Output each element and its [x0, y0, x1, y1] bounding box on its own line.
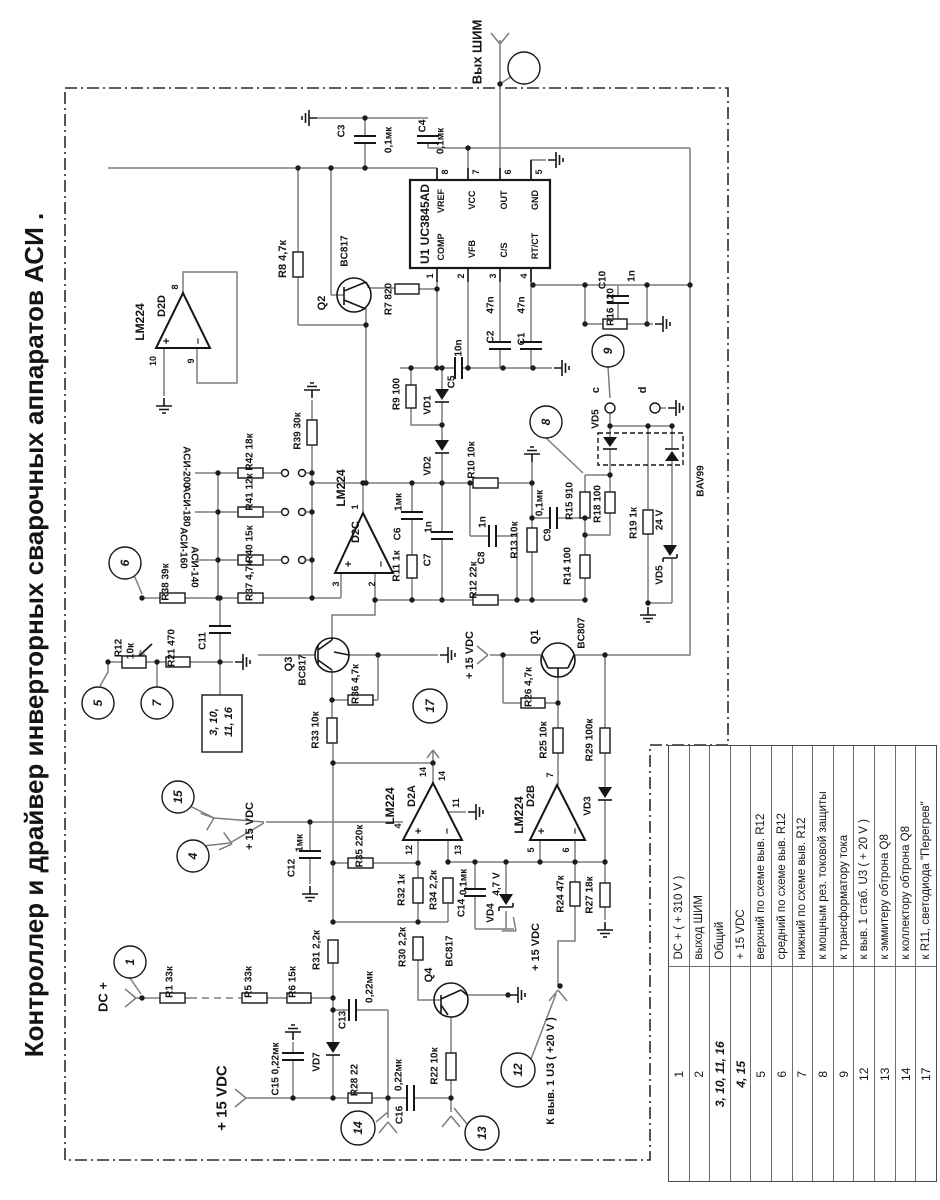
- d2a-minus: –: [441, 827, 453, 835]
- d2c-pin1: 1: [350, 504, 360, 510]
- label-c9: C9: [542, 528, 554, 542]
- terminal-15: 15: [171, 790, 185, 804]
- label-u3: К выв. 1 U3 ( +20 V ): [545, 1017, 557, 1125]
- label-r9: R9 100: [391, 377, 403, 411]
- label-c8: C8: [476, 551, 488, 565]
- table-row: [854, 746, 875, 1181]
- label-r22: R22 10к: [429, 1047, 441, 1085]
- row-pins: 9: [834, 967, 854, 1182]
- label-asi200: АСИ-200: [180, 446, 192, 488]
- label-c6: C6: [392, 527, 404, 541]
- terminal-14: 14: [351, 1121, 365, 1135]
- label-c11: C11: [197, 632, 209, 650]
- label-q1: Q1: [529, 629, 541, 645]
- testpoint-c: [605, 403, 615, 413]
- row-desc: DC + ( + 310 V ): [672, 875, 685, 960]
- label-r11: R11 1к: [391, 550, 403, 582]
- label-vd5z: VD5: [654, 565, 666, 585]
- label-v15-bottom: + 15 VDC: [213, 1065, 231, 1131]
- row-pins: 1: [669, 967, 689, 1182]
- capacitors: [209, 136, 629, 1111]
- label-v15-d2b: + 15 VDC: [530, 923, 542, 971]
- label-c3: C3: [336, 124, 348, 138]
- label-r34: R34 2,2к: [428, 869, 440, 911]
- pin5: 5: [534, 169, 544, 175]
- label-r39: R39 30к: [292, 412, 304, 450]
- label-gnd: GND: [530, 190, 540, 210]
- label-cs: C/S: [499, 242, 509, 258]
- label-q2-type: BC817: [339, 235, 351, 267]
- label-c1: C1: [516, 332, 528, 346]
- d2b-minus: –: [569, 827, 581, 835]
- label-bav99: BAV99: [695, 465, 707, 497]
- label-r30: R30 2,2к: [397, 926, 409, 968]
- label-r13: R13 10к: [509, 521, 521, 559]
- table-row: [669, 746, 690, 1181]
- label-r12: R12: [113, 638, 125, 658]
- row-desc: к эммитеру обтрона Q8: [878, 834, 891, 960]
- label-r5: R5 33к: [243, 966, 255, 998]
- pin7: 7: [471, 169, 481, 175]
- label-r10: R10 10к: [466, 441, 478, 479]
- label-d2c: D2C: [350, 520, 362, 544]
- d2b-plus: +: [536, 827, 548, 835]
- row-desc: верхний по схеме выв. R12: [755, 813, 768, 960]
- label-vd7: VD7: [311, 1052, 323, 1072]
- table-row: [731, 746, 752, 1181]
- label-r38: R38 39к: [160, 563, 172, 601]
- label-c4: C4: [417, 119, 429, 133]
- label-c6v: 1мк: [393, 493, 405, 511]
- pinout-table: [668, 745, 937, 1182]
- label-r33: R33 10к: [310, 711, 322, 749]
- label-c2: C2: [485, 330, 497, 344]
- terminal-8: 8: [539, 418, 553, 426]
- terminal-17: 17: [423, 699, 437, 713]
- terminal-7: 7: [150, 699, 164, 707]
- label-c16v: 0,22мк: [393, 1059, 405, 1091]
- label-v15-q1: + 15 VDC: [464, 631, 476, 679]
- label-d2b: D2B: [525, 784, 537, 808]
- label-c7v: 1n: [423, 521, 435, 533]
- label-d2a-chip: LM224: [383, 787, 397, 825]
- d2a-pin12: 12: [404, 844, 414, 856]
- label-r19: R19 1к: [628, 507, 640, 539]
- label-dc: DC +: [95, 982, 111, 1012]
- label-r28: R28 22: [349, 1063, 361, 1097]
- row-pins: 4, 15: [731, 967, 751, 1182]
- label-c10v: 1n: [626, 270, 638, 282]
- label-r27: R27 18к: [584, 876, 596, 914]
- label-vd2: VD2: [422, 456, 434, 476]
- label-c13v: 0,22мк: [364, 971, 376, 1003]
- row-pins: 6: [772, 967, 792, 1182]
- d2a-plus: +: [413, 827, 425, 835]
- pin2: 2: [456, 273, 466, 279]
- label-pwm-out: Вых ШИМ: [469, 19, 485, 85]
- label-rtct: RT/CT: [530, 232, 540, 260]
- pin8: 8: [440, 169, 450, 175]
- label-d2a: D2A: [406, 784, 418, 808]
- label-c12v: 1мк: [294, 834, 306, 852]
- table-row: [896, 746, 917, 1181]
- label-r14: R14 100: [562, 547, 574, 585]
- label-r36: R36 4,7к: [350, 663, 362, 705]
- label-r12b: R12 22к: [468, 561, 480, 599]
- row-desc: + 15 VDC: [734, 909, 747, 960]
- label-r31: R31 2,2к: [311, 929, 323, 971]
- row-pins: 7: [793, 967, 813, 1182]
- label-r29: R29 100к: [584, 718, 596, 762]
- table-row: [793, 746, 814, 1181]
- label-c3v: 0,1мк: [383, 126, 395, 154]
- terminal-9: 9: [601, 347, 615, 355]
- label-c5v: 10n: [453, 339, 465, 357]
- label-r26: R26 4,7к: [523, 666, 535, 708]
- label-tpd: d: [637, 386, 649, 394]
- label-r16: R16 120: [605, 288, 617, 326]
- label-pinbox-1: 3, 10,: [208, 708, 220, 736]
- label-vd4v: 4,7 V: [491, 872, 503, 896]
- d2c-plus: +: [343, 560, 355, 568]
- label-r12v: 10к: [125, 642, 137, 660]
- label-r35: R35 220к: [354, 824, 366, 868]
- label-q4: Q4: [423, 967, 435, 983]
- d2c-pin2: 2: [367, 581, 377, 587]
- row-desc: к трансформатору тока: [837, 834, 850, 960]
- resistors: [122, 252, 653, 1103]
- table-row: [875, 746, 896, 1181]
- d2d-pin10: 10: [148, 355, 158, 367]
- row-desc: нижний по схеме выв. R12: [796, 817, 809, 960]
- label-c4v: 0,1мк: [435, 127, 447, 155]
- row-desc: к R11, светодиода "Перегрев": [920, 801, 933, 960]
- label-tpc: c: [590, 386, 602, 394]
- label-asi180: АСИ-180: [180, 485, 192, 527]
- label-c14v: 0,1мк: [458, 868, 470, 896]
- label-d2d: D2D: [156, 294, 168, 318]
- pin1: 1: [425, 273, 435, 279]
- table-row: [772, 746, 793, 1181]
- label-r18: R18 100: [592, 485, 604, 523]
- table-row: [690, 746, 711, 1181]
- diodes: [326, 386, 683, 1055]
- label-q1-type: BC807: [576, 617, 588, 649]
- row-pins: 5: [751, 967, 771, 1182]
- label-c16: C16: [394, 1105, 406, 1125]
- row-pins: 8: [813, 967, 833, 1182]
- label-u1: U1 UC3845AD: [418, 183, 432, 265]
- label-asi160: АСИ-160: [177, 527, 189, 569]
- row-pins: 12: [854, 967, 874, 1182]
- label-c2v: 47n: [485, 296, 497, 314]
- label-out: OUT: [499, 190, 509, 210]
- label-c7: C7: [422, 553, 434, 567]
- pin4: 4: [519, 273, 529, 279]
- label-vref: VREF: [436, 188, 446, 214]
- row-pins: 3, 10, 11, 16: [710, 967, 730, 1182]
- label-r42: R42 18к: [244, 433, 256, 471]
- label-vd5: VD5: [590, 409, 602, 429]
- pin6: 6: [503, 169, 513, 175]
- terminal-1: 1: [123, 958, 137, 966]
- label-c1v: 47n: [516, 296, 528, 314]
- label-r37: R37 4,7к: [244, 560, 256, 602]
- label-c13: C13: [337, 1010, 349, 1030]
- d2a-pin4: 4: [393, 823, 403, 829]
- pin3: 3: [488, 273, 498, 279]
- row-desc: Общий: [714, 921, 727, 960]
- label-v15-left: + 15 VDC: [244, 802, 256, 850]
- terminal-4: 4: [186, 852, 200, 860]
- row-pins: 2: [690, 967, 710, 1182]
- terminal-13: 13: [475, 1126, 489, 1140]
- d2d-plus: +: [161, 337, 173, 345]
- table-row: [834, 746, 855, 1181]
- d2c-minus: –: [375, 560, 387, 568]
- label-c8v: 1n: [477, 516, 489, 528]
- label-q2: Q2: [316, 295, 328, 311]
- label-d2b-chip: LM224: [512, 796, 526, 834]
- label-c14: C14: [456, 898, 468, 918]
- label-q4-type: BC817: [444, 935, 456, 967]
- label-c9v: 0,1мк: [534, 489, 546, 517]
- label-c5: C5: [446, 375, 458, 389]
- row-desc: к выв. 1 стаб. U3 ( + 20 V ): [858, 819, 871, 960]
- label-r41: R41 12к: [244, 473, 256, 511]
- label-q3: Q3: [283, 656, 295, 672]
- label-r25: R25 10к: [538, 721, 550, 759]
- d2a-pin13: 13: [453, 844, 463, 856]
- terminal-6: 6: [118, 559, 132, 567]
- table-row: [710, 746, 731, 1181]
- page-title: Контроллер и драйвер инверторных сварочных аппаратов АСИ .: [19, 212, 49, 1058]
- label-d2c-chip: LM224: [334, 469, 348, 507]
- label-r6: R6 15к: [287, 966, 299, 998]
- label-d2d-chip: LM224: [133, 303, 147, 341]
- label-r1: R1 33к: [164, 966, 176, 998]
- jumper-pads: [282, 470, 306, 564]
- d2b-pin7: 7: [545, 772, 555, 778]
- transistor-q3: [315, 638, 349, 672]
- label-pinbox-2: 11, 16: [223, 707, 235, 737]
- d2d-pin8: 8: [170, 284, 180, 290]
- label-c12: C12: [286, 858, 298, 878]
- d2d-pin9: 9: [186, 358, 196, 364]
- label-vd1: VD1: [422, 395, 434, 415]
- label-r24: R24 47к: [555, 875, 567, 913]
- table-row: [916, 746, 936, 1181]
- d2a-pin11: 11: [451, 798, 461, 808]
- row-desc: к коллектору обтрона Q8: [899, 825, 912, 960]
- row-pins: 17: [916, 967, 936, 1182]
- d2c-pin3: 3: [331, 581, 341, 587]
- label-vd5zv: 24 V: [654, 509, 666, 531]
- table-row: [813, 746, 834, 1181]
- terminal-5: 5: [91, 699, 105, 707]
- label-wire14: 14: [418, 766, 428, 778]
- label-c15: C15 0,22мк: [270, 1042, 282, 1096]
- d2b-pin5: 5: [526, 847, 536, 853]
- d2a-pin14: 14: [437, 770, 447, 782]
- label-r7: R7 820: [383, 282, 395, 316]
- label-r15: R15 910: [564, 482, 576, 520]
- row-desc: к мощным рез. токовой защиты: [817, 791, 830, 960]
- label-r21: R21 470: [166, 629, 178, 667]
- row-pins: 13: [875, 967, 895, 1182]
- label-r8: R8 4,7к: [277, 240, 289, 278]
- row-pins: 14: [896, 967, 916, 1182]
- label-vfb: VFB: [467, 240, 477, 258]
- label-r32: R32 1к: [396, 874, 408, 906]
- table-row: [751, 746, 772, 1181]
- row-desc: выход ШИМ: [693, 895, 706, 960]
- transistor-q1: [541, 643, 575, 677]
- label-vcc: VCC: [467, 190, 477, 210]
- terminal-12: 12: [511, 1063, 525, 1077]
- d2d-minus: –: [192, 337, 204, 345]
- label-comp: COMP: [436, 233, 446, 261]
- label-c10: C10: [597, 270, 609, 290]
- d2b-pin6: 6: [561, 847, 571, 853]
- label-r40: R40 15к: [244, 525, 256, 563]
- label-vd3: VD3: [582, 796, 594, 816]
- testpoint-d: [650, 403, 660, 413]
- label-q3-type: BC817: [297, 654, 309, 686]
- label-asi140: АСИ-140: [188, 546, 200, 588]
- row-desc: средний по схеме выв. R12: [775, 813, 788, 960]
- label-vd4: VD4: [485, 903, 497, 923]
